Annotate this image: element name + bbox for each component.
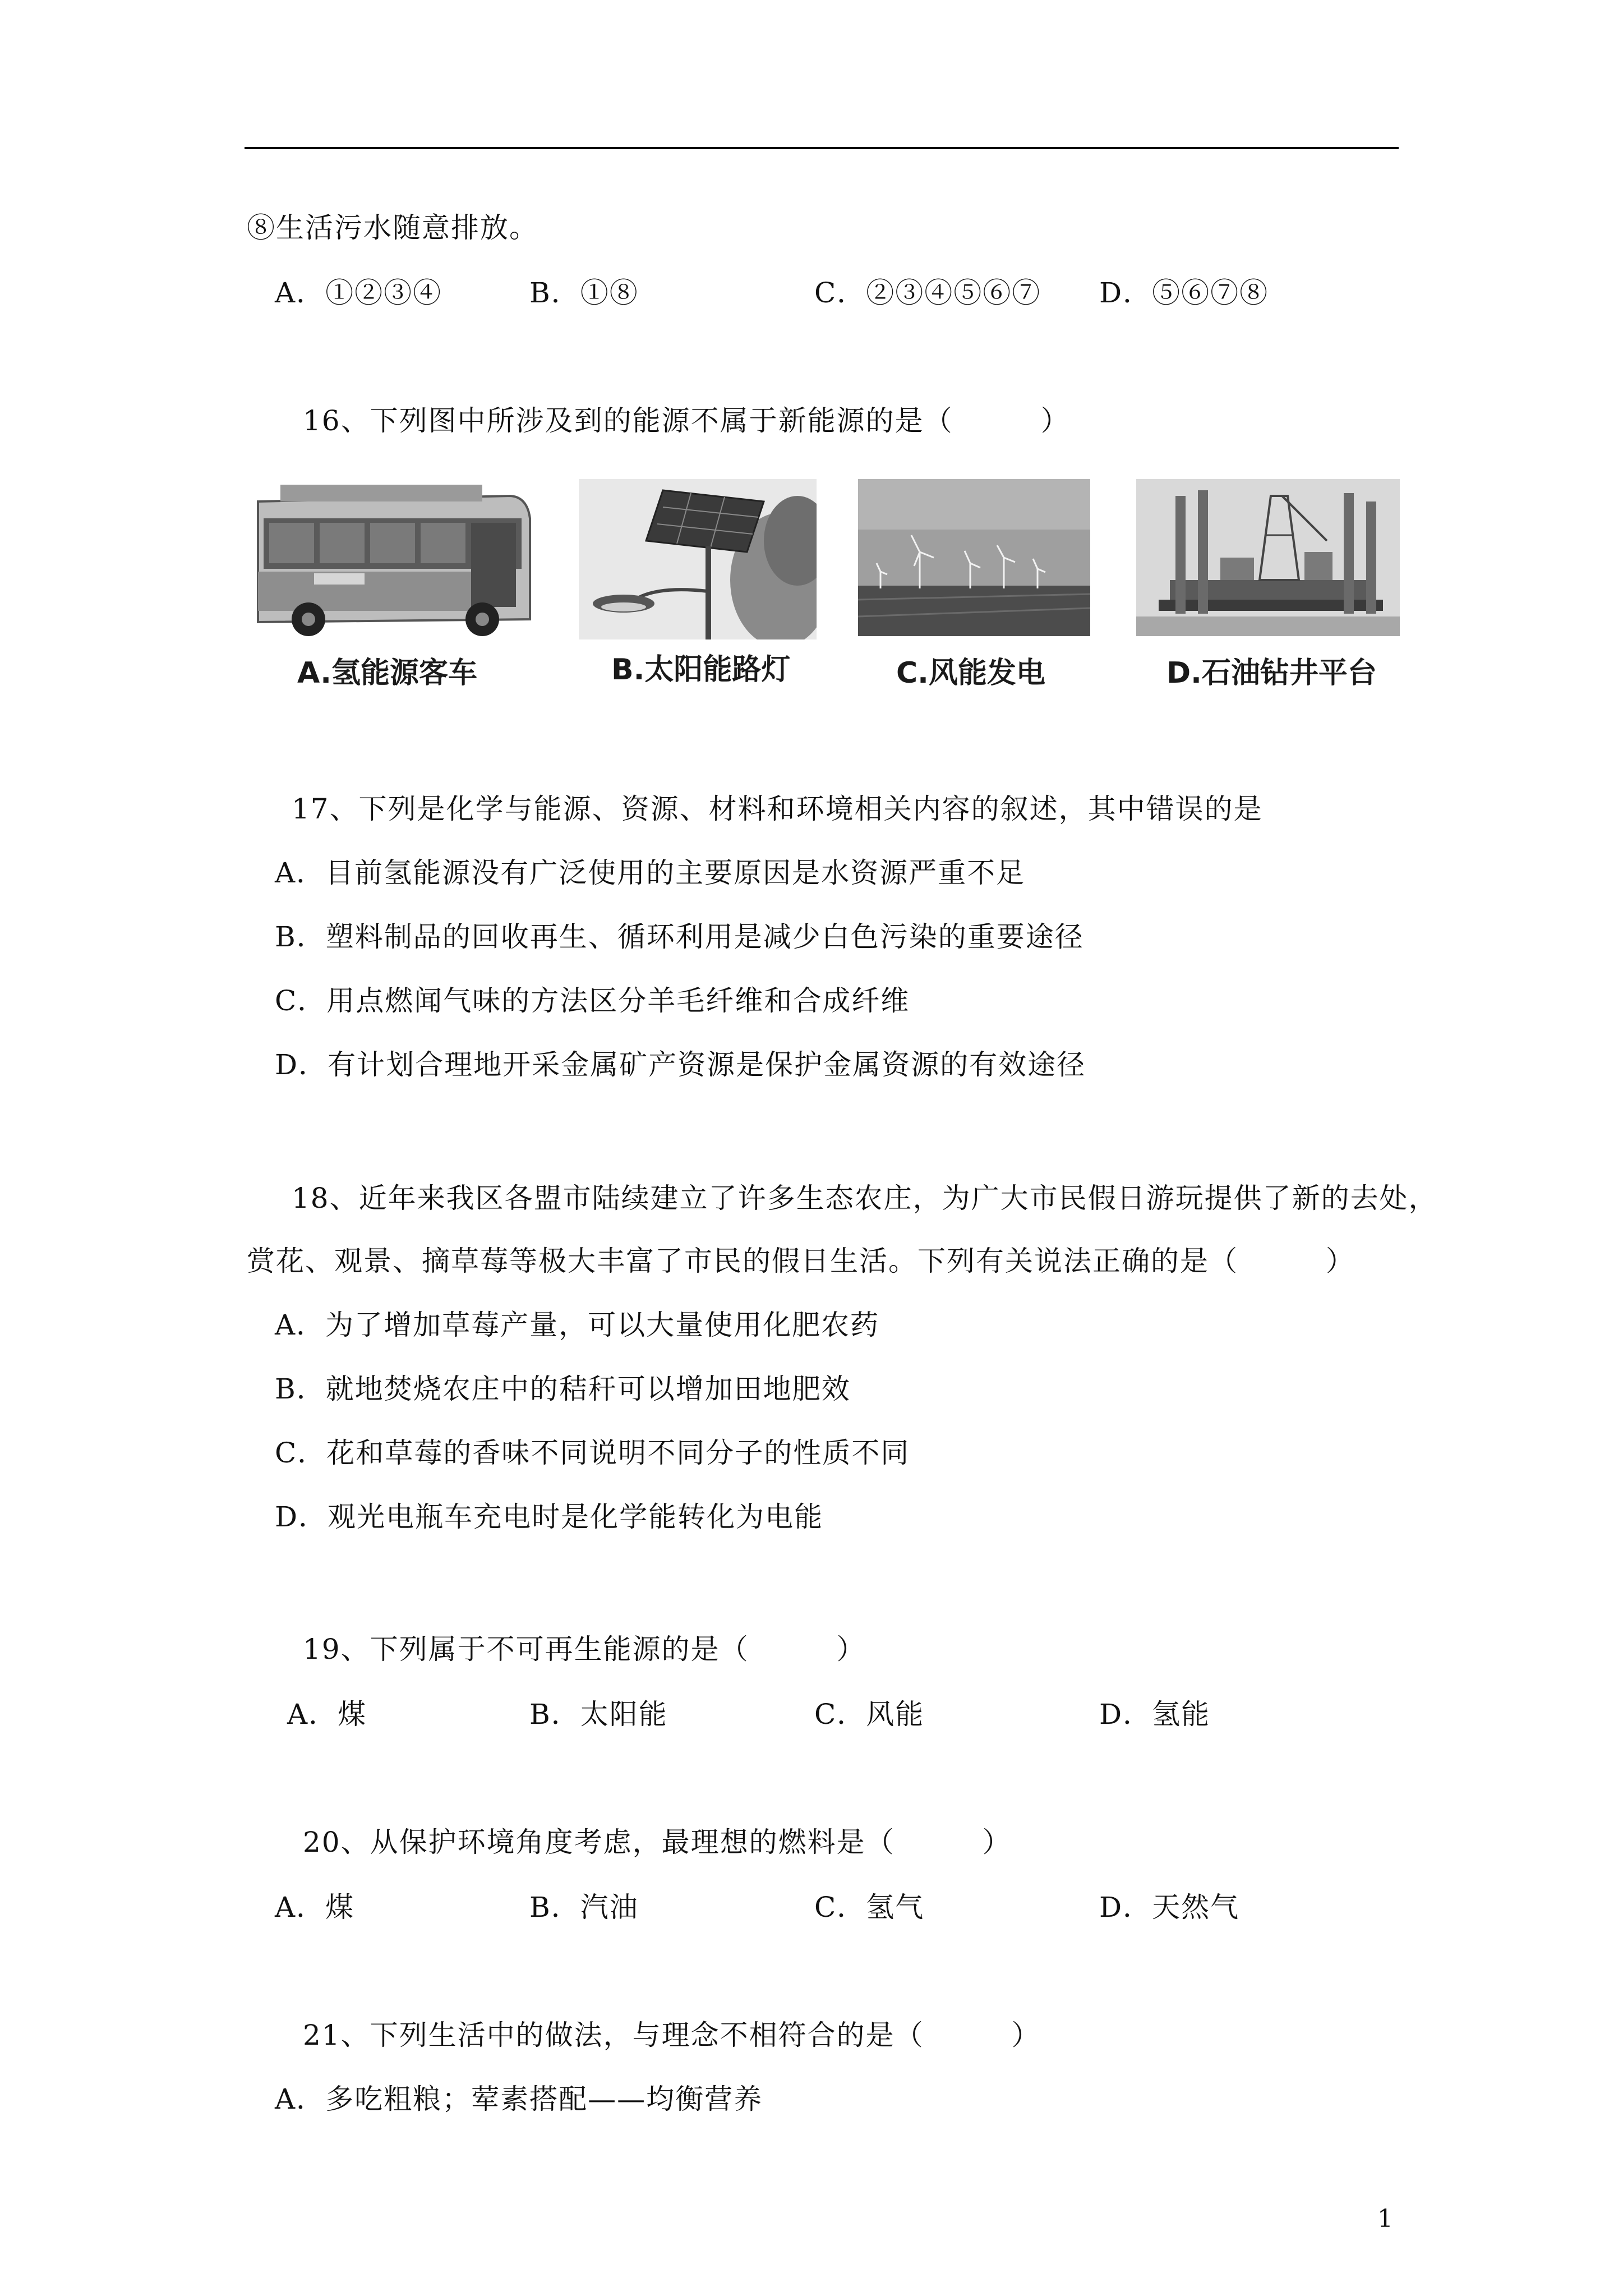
q19-option-d: D．氢能 [1099, 1698, 1211, 1731]
q20-option-d: D．天然气 [1099, 1891, 1240, 1924]
q20-stem: 20、从保护环境角度考虑，最理想的燃料是（ ） [303, 1826, 1012, 1858]
q18-option-b: B．就地焚烧农庄中的秸秆可以增加田地肥效 [275, 1373, 851, 1405]
caption-a: A.氢能源客车 [297, 656, 477, 690]
q20-option-b: B．汽油 [529, 1891, 639, 1924]
header-rule [245, 147, 1399, 149]
q17-option-c: C．用点燃闻气味的方法区分羊毛纤维和合成纤维 [275, 984, 910, 1017]
q19-option-b: B．太阳能 [529, 1698, 668, 1731]
q15-option-b: B．①⑧ [529, 277, 639, 309]
q18-option-c: C．花和草莓的香味不同说明不同分子的性质不同 [275, 1437, 910, 1469]
q18-option-d: D．观光电瓶车充电时是化学能转化为电能 [275, 1501, 824, 1533]
q18-option-a: A．为了增加草莓产量，可以大量使用化肥农药 [275, 1309, 880, 1341]
q17-option-a: A．目前氢能源没有广泛使用的主要原因是水资源严重不足 [275, 857, 1026, 889]
q15-option-d: D．⑤⑥⑦⑧ [1099, 277, 1269, 309]
q16-stem: 16、下列图中所涉及到的能源不属于新能源的是（ ） [303, 404, 1070, 437]
q15-option-c: C．②③④⑤⑥⑦ [814, 277, 1041, 309]
caption-d: D.石油钻井平台 [1166, 656, 1377, 690]
page-number: 1 [1377, 2205, 1393, 2233]
q17-stem: 17、下列是化学与能源、资源、材料和环境相关内容的叙述，其中错误的是 [292, 793, 1263, 825]
q19-option-a: A．煤 [287, 1698, 367, 1731]
q15-option-a: A．①②③④ [275, 277, 442, 309]
q19-stem: 19、下列属于不可再生能源的是（ ） [303, 1633, 866, 1665]
caption-b: B.太阳能路灯 [611, 653, 791, 687]
q19-option-c: C．风能 [814, 1698, 925, 1731]
q20-option-c: C．氢气 [814, 1891, 925, 1924]
q17-option-d: D．有计划合理地开采金属矿产资源是保护金属资源的有效途径 [275, 1048, 1086, 1081]
q15-fragment: ⑧生活污水随意排放。 [247, 211, 538, 244]
q20-option-a: A．煤 [275, 1891, 355, 1924]
caption-c: C.风能发电 [896, 656, 1045, 690]
wind-turbines-photo [858, 479, 1090, 636]
q18-stem-line1: 18、近年来我区各盟市陆续建立了许多生态农庄，为广大市民假日游玩提供了新的去处， [292, 1182, 1438, 1214]
q18-stem-line2: 赏花、观景、摘草莓等极大丰富了市民的假日生活。下列有关说法正确的是（ ） [247, 1245, 1355, 1277]
bus-photo [247, 479, 536, 639]
q17-option-b: B．塑料制品的回收再生、循环利用是减少白色污染的重要途径 [275, 921, 1084, 953]
solar-streetlight-photo [579, 479, 817, 639]
oil-rig-photo [1136, 479, 1400, 636]
q21-option-a: A．多吃粗粮；荤素搭配——均衡营养 [275, 2083, 763, 2115]
q21-stem: 21、下列生活中的做法，与理念不相符合的是（ ） [303, 2019, 1041, 2051]
